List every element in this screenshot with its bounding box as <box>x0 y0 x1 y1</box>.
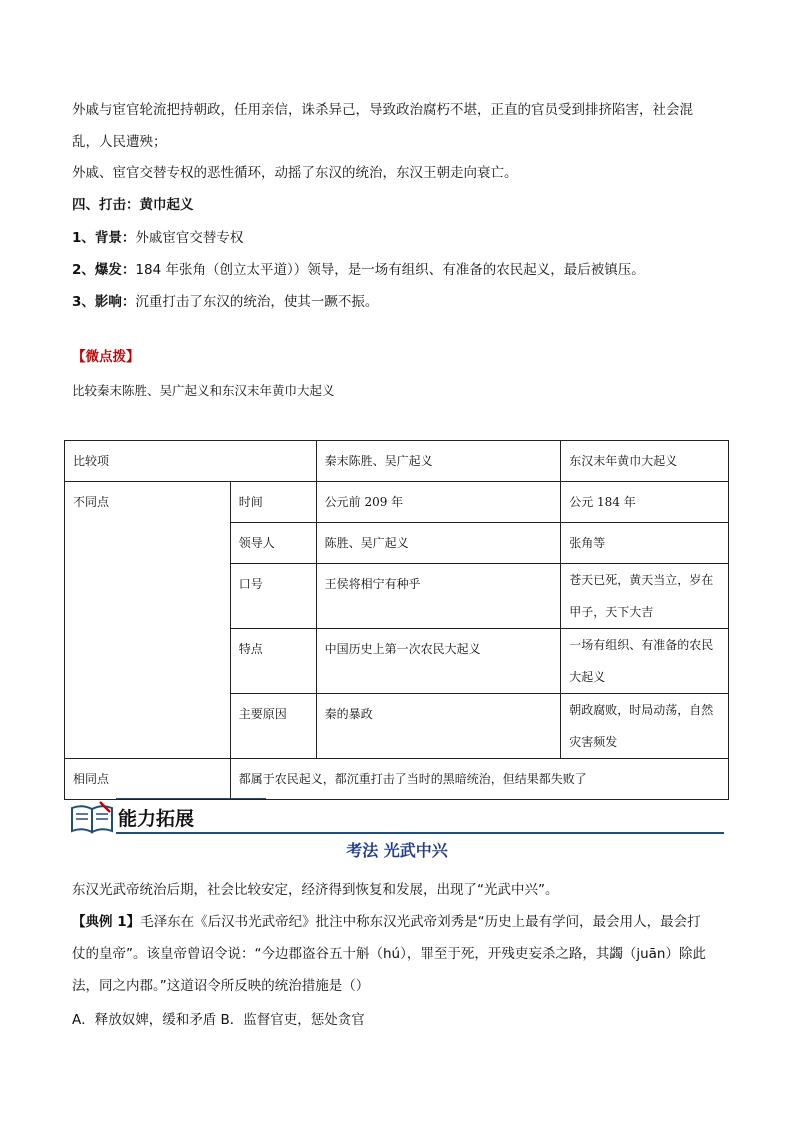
row-qin: 王侯将相宁有种乎 <box>316 564 561 629</box>
header-compare-item: 比较项 <box>65 441 317 482</box>
header-qin: 秦末陈胜、吴广起义 <box>316 441 561 482</box>
body-paragraph-1: 东汉光武帝统治后期，社会比较安定，经济得到恢复和发展，出现了“光武中兴”。 <box>72 882 559 898</box>
table-row <box>65 482 729 523</box>
row-han: 张角等 <box>561 523 729 564</box>
row-qin: 中国历史上第一次农民大起义 <box>316 629 561 694</box>
example-line-1 <box>72 912 701 932</box>
row-item: 主要原因 <box>230 694 316 759</box>
row-han: 公元 184 年 <box>561 482 729 523</box>
section4-item-2 <box>72 260 645 280</box>
same-label: 相同点 <box>65 759 231 800</box>
intro-line-3: 外戚、宦官交替专权的恶性循环，动摇了东汉的统治，东汉王朝走向衰亡。 <box>72 165 518 181</box>
row-han: 朝政腐败，时局动荡，自然灾害频发 <box>561 694 729 759</box>
intro-line-1: 外戚与宦官轮流把持朝政，任用亲信，诛杀异己，导致政治腐朽不堪，正直的官员受到排挤陷害，社会混 <box>72 102 693 118</box>
comparison-table <box>64 440 729 800</box>
intro-line-2: 乱，人民遭殃； <box>72 134 167 150</box>
row-qin: 陈胜、吴广起义 <box>316 523 561 564</box>
item-text: 外戚宦官交替专权 <box>135 230 244 246</box>
row-item: 特点 <box>230 629 316 694</box>
row-item: 口号 <box>230 564 316 629</box>
banner-title: 能力拓展 <box>118 808 195 830</box>
example-text: 毛泽东在《后汉书光武帝纪》批注中称东汉光武帝刘秀是“历史上最有学问，最会用人，最会打 <box>140 914 701 930</box>
table-header-row <box>65 441 729 482</box>
weidianbo-intro: 比较秦末陈胜、吴广起义和东汉末年黄巾大起义 <box>72 383 335 398</box>
banner-overline <box>116 798 266 799</box>
same-text: 都属于农民起义，都沉重打击了当时的黑暗统治，但结果都失败了 <box>230 759 728 800</box>
diff-label: 不同点 <box>65 482 231 759</box>
kaofa-heading: 考法 光武中兴 <box>346 841 448 860</box>
book-icon <box>70 800 114 834</box>
row-han: 苍天已死，黄天当立，岁在甲子，天下大吉 <box>561 564 729 629</box>
table-same-row <box>65 759 729 800</box>
item-label: 3、影响： <box>72 294 136 310</box>
example-label: 【典例 1】 <box>72 914 141 930</box>
option-line: A．释放奴婢，缓和矛盾 B．监督官吏，惩处贪官 <box>72 1012 365 1028</box>
section4-heading: 四、打击：黄巾起义 <box>72 197 194 213</box>
row-han: 一场有组织、有准备的农民大起义 <box>561 629 729 694</box>
weidianbo-tag: 【微点拨】 <box>72 349 140 365</box>
row-item: 领导人 <box>230 523 316 564</box>
header-han: 东汉末年黄巾大起义 <box>561 441 729 482</box>
row-item: 时间 <box>230 482 316 523</box>
section4-item-1 <box>72 228 243 248</box>
section4-item-3 <box>72 292 378 312</box>
item-label: 2、爆发： <box>72 262 136 278</box>
example-line-2: 仗的皇帝”。该皇帝曾诏令说：“今边郡盗谷五十斛（hú），罪至于死，开残吏妄杀之路，其蠲（juān）除此 <box>72 946 706 962</box>
item-text: 沉重打击了东汉的统治，使其一蹶不振。 <box>135 294 379 310</box>
example-line-3: 法，同之内郡。”这道诏令所反映的统治措施是（） <box>72 978 370 994</box>
banner-underline <box>116 832 724 834</box>
item-text: 184 年张角（创立太平道））领导，是一场有组织、有准备的农民起义，最后被镇压。 <box>135 262 645 278</box>
ability-extension-banner <box>70 796 724 836</box>
item-label: 1、背景： <box>72 230 136 246</box>
row-qin: 公元前 209 年 <box>316 482 561 523</box>
row-qin: 秦的暴政 <box>316 694 561 759</box>
